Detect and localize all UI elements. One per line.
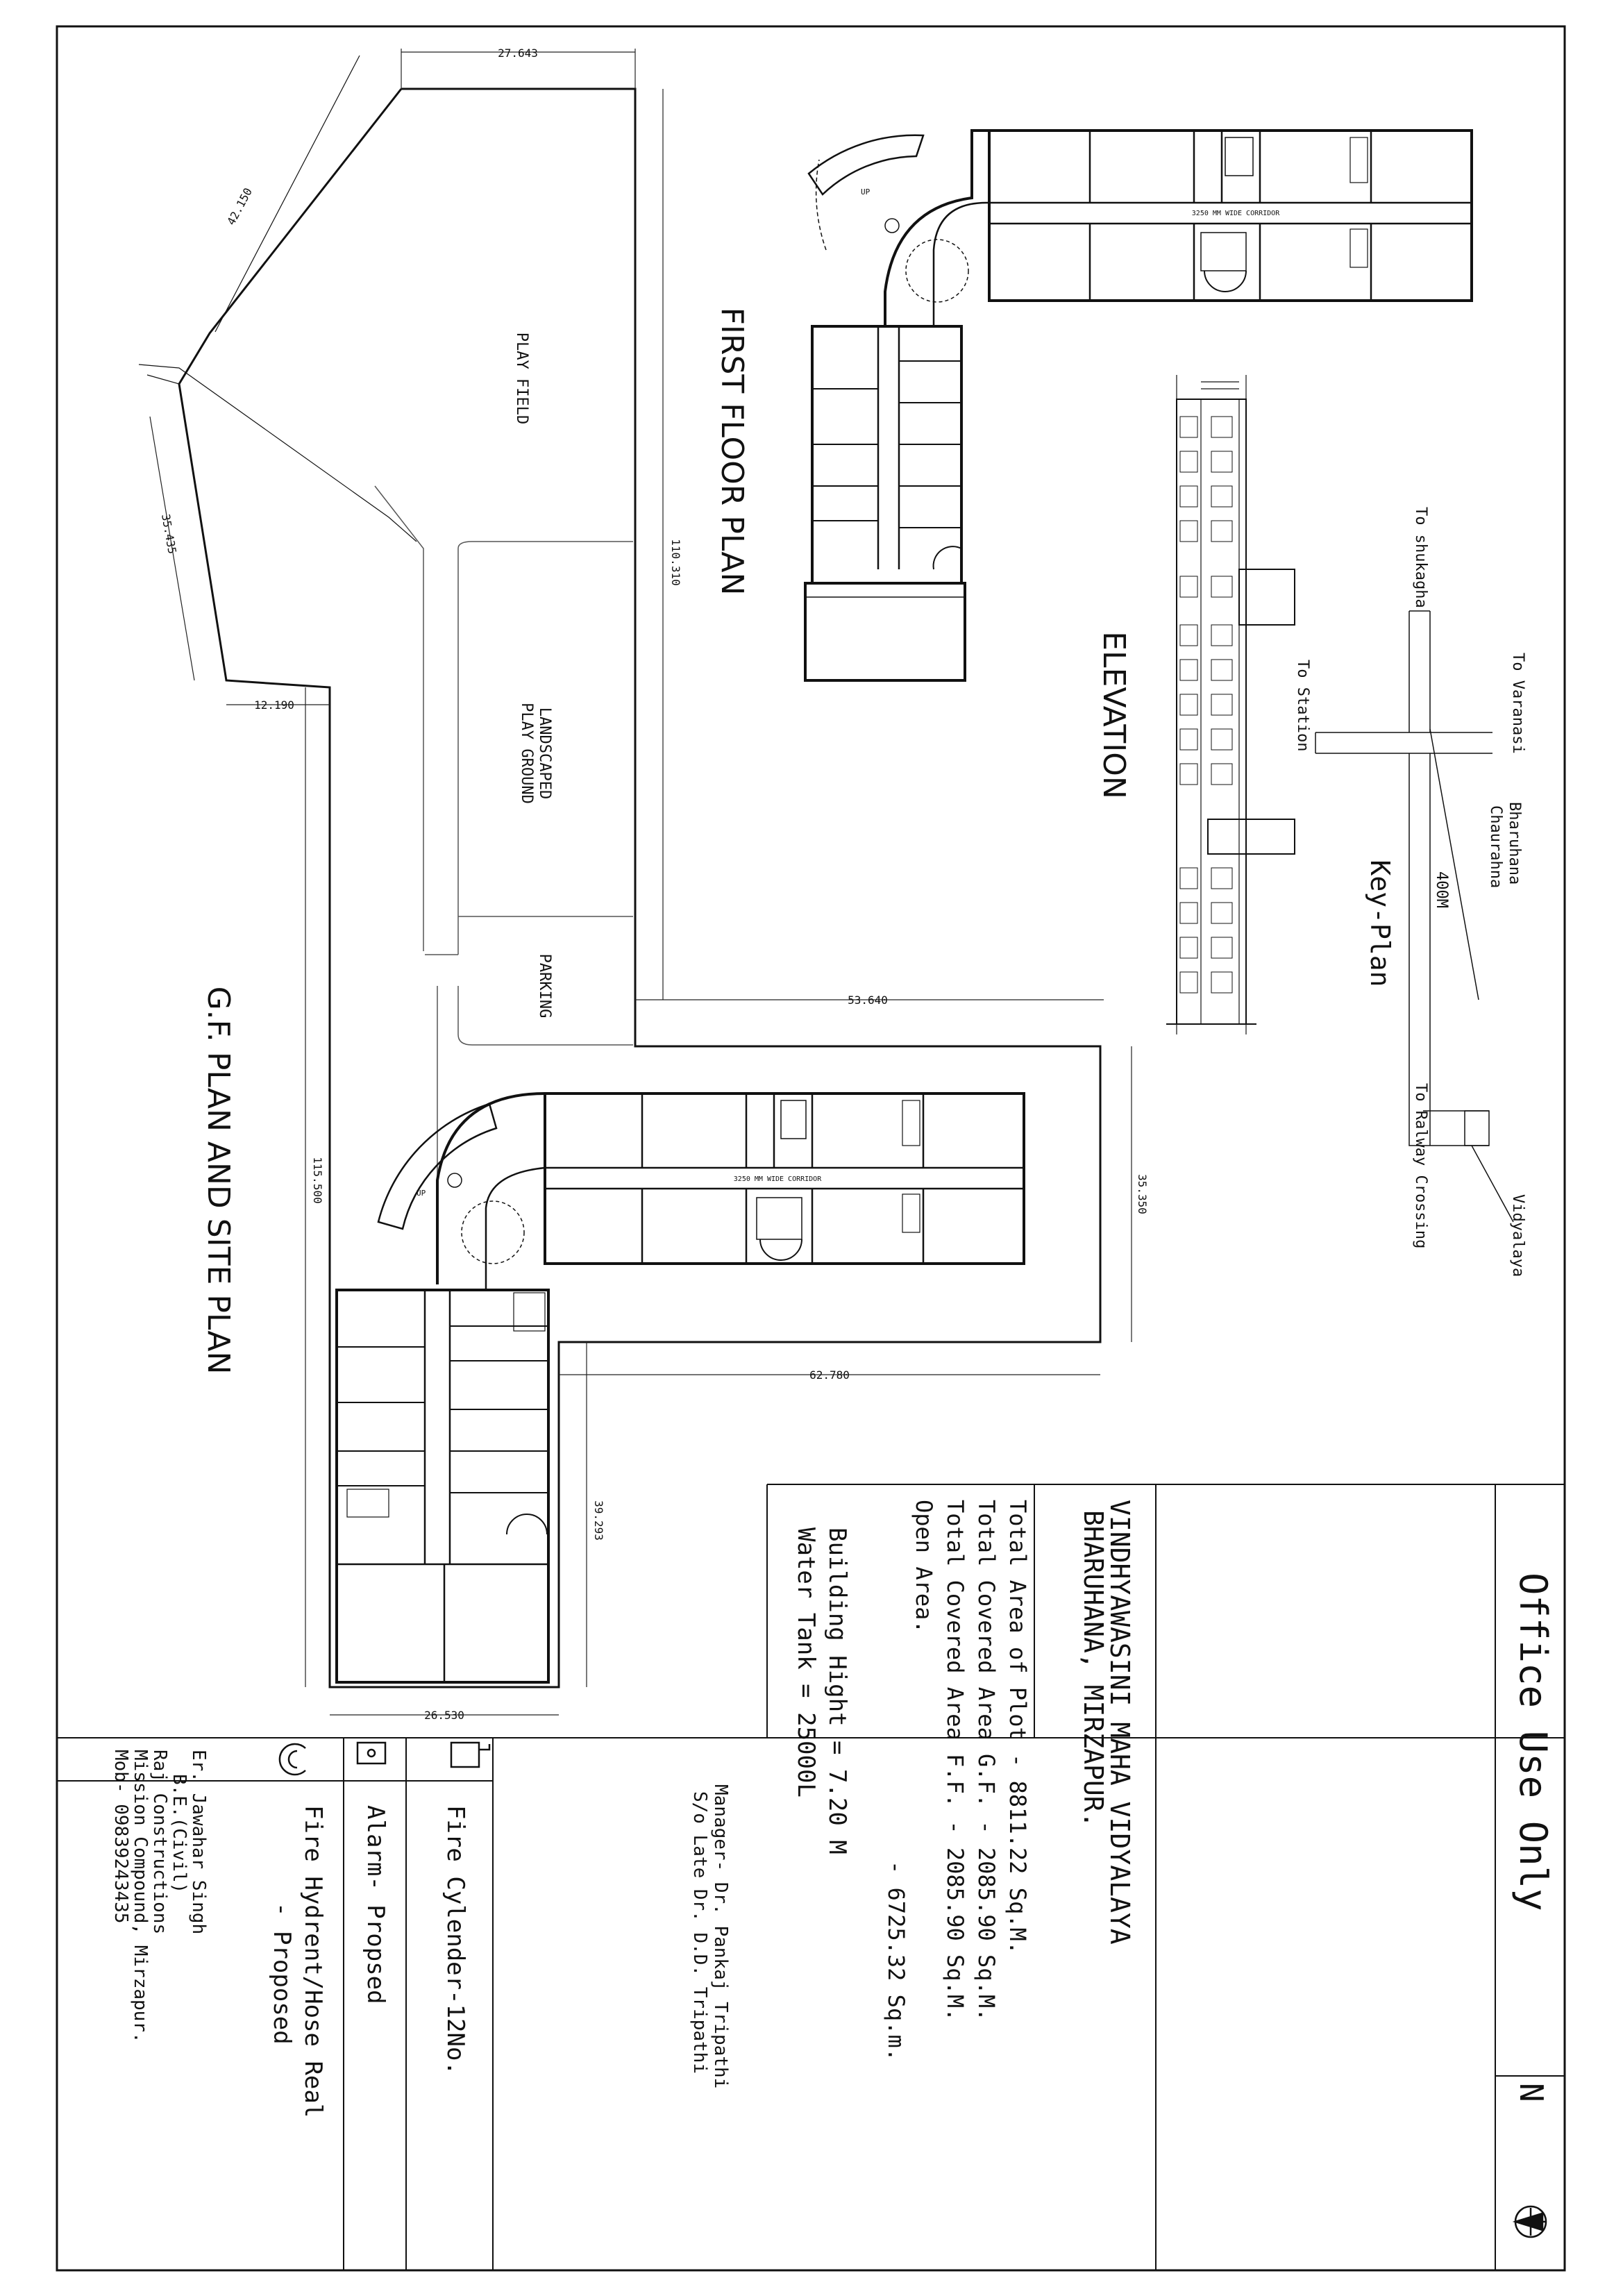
manager-so: S/o Late Dr. D.D. Tripathi — [689, 1791, 710, 2074]
hydrant-proposed: - Proposed — [268, 1902, 296, 2045]
dim-110-310: 110.310 — [669, 539, 682, 586]
landscaped-label: LANDSCAPED — [536, 707, 553, 800]
company-name: Raj Constructions — [149, 1750, 170, 1935]
ff-up-label: UP — [861, 187, 871, 196]
fire-cylinder-icon — [451, 1743, 489, 1767]
site-boundary — [139, 56, 1100, 1687]
engineer-name: Er. Jawahar Singh — [188, 1750, 209, 1935]
dim-42-150: 42.150 — [224, 185, 255, 228]
fire-cylinder-text: Fire Cylender-12No. — [442, 1805, 469, 2075]
title-first-floor: FIRST FLOOR PLAN — [714, 307, 750, 596]
title-gf-site-plan: G.F. PLAN AND SITE PLAN — [201, 986, 236, 1375]
open-area-value: - 6725.32 Sq.m. — [883, 1861, 909, 2061]
fire-hydrant-icon — [280, 1744, 305, 1775]
dim-35-350: 35.350 — [1136, 1174, 1149, 1214]
dim-62-780: 62.780 — [809, 1368, 850, 1382]
dim-35-435: 35.435 — [159, 512, 179, 555]
ff-corridor-label: 3250 MM WIDE CORRIDOR — [1191, 210, 1280, 217]
vidyalaya-label: Vidyalaya — [1509, 1194, 1527, 1277]
dimension-lines — [150, 49, 1132, 1715]
title-block — [110, 1500, 1555, 2237]
north-arrow-icon — [1515, 2206, 1546, 2237]
elevation-windows — [1180, 417, 1232, 993]
distance-400m: 400M — [1433, 871, 1450, 908]
dim-53-640: 53.640 — [848, 994, 888, 1007]
total-area-plot: Total Area of Plot - 8811.22 Sq.M. — [1004, 1500, 1031, 1955]
site-paths — [375, 486, 633, 1243]
play-ground-label: PLAY GROUND — [518, 703, 535, 804]
school-address: BHARUHANA, MIRZAPUR. — [1078, 1510, 1109, 1828]
open-area-label: Open Area. — [911, 1500, 937, 1634]
chaurahna: Chaurahna — [1487, 805, 1504, 889]
elevation-drawing — [1166, 375, 1295, 1034]
dim-26-530: 26.530 — [424, 1709, 464, 1722]
dim-115-500: 115.500 — [311, 1157, 324, 1204]
water-tank: Water Tank = 25000L — [792, 1527, 820, 1798]
to-varanasi: To Varanasi — [1509, 653, 1527, 754]
engineer-degree: B.E.(Civil) — [169, 1774, 190, 1894]
dimension-labels — [159, 47, 1149, 1722]
alarm-text: Alarm- Propsed — [362, 1805, 389, 2004]
covered-area-gf: Total Covered Area G.F. - 2085.90 Sq.M. — [973, 1500, 1000, 2022]
company-address: Mission Compound, Mirzapur. — [130, 1750, 151, 2043]
mobile-number: Mob- 09839243435 — [110, 1750, 131, 1924]
title-key-plan: Key-Plan — [1365, 860, 1395, 987]
office-use-only: Office Use Only — [1511, 1573, 1555, 1911]
north-label: N — [1513, 2083, 1550, 2102]
parking-label: PARKING — [536, 953, 553, 1019]
gf-up-label: UP — [417, 1189, 426, 1198]
gf-corridor-label: 3250 MM WIDE CORRIDOR — [733, 1175, 822, 1183]
to-railway-crossing: To Ralway Crossing — [1412, 1083, 1429, 1249]
title-elevation: ELEVATION — [1096, 631, 1132, 799]
manager-name: Manager- Dr. Pankaj Tripathi — [710, 1784, 731, 2089]
play-field-label: PLAY FIELD — [513, 332, 530, 425]
building-height: Building Hight = 7.20 M — [823, 1527, 851, 1854]
site-labels — [513, 333, 553, 1019]
covered-area-ff: Total Covered Area F.F. - 2085.90 Sq.M. — [942, 1500, 968, 2022]
key-plan-labels — [1294, 507, 1527, 1277]
first-floor-plan — [805, 131, 1472, 680]
to-shukagha: To shukagha — [1412, 507, 1429, 608]
dim-27-643: 27.643 — [498, 47, 538, 60]
bharuhana: Bharuhana — [1506, 802, 1523, 885]
dim-39-293: 39.293 — [592, 1500, 605, 1541]
hydrant-text: Fire Hydrent/Hose Real — [299, 1805, 327, 2118]
school-name: VINDHYAWASINI MAHA VIDYALAYA — [1104, 1500, 1135, 1945]
to-station: To Station — [1294, 660, 1311, 752]
dim-12-190: 12.190 — [254, 698, 294, 712]
alarm-icon — [358, 1743, 385, 1763]
